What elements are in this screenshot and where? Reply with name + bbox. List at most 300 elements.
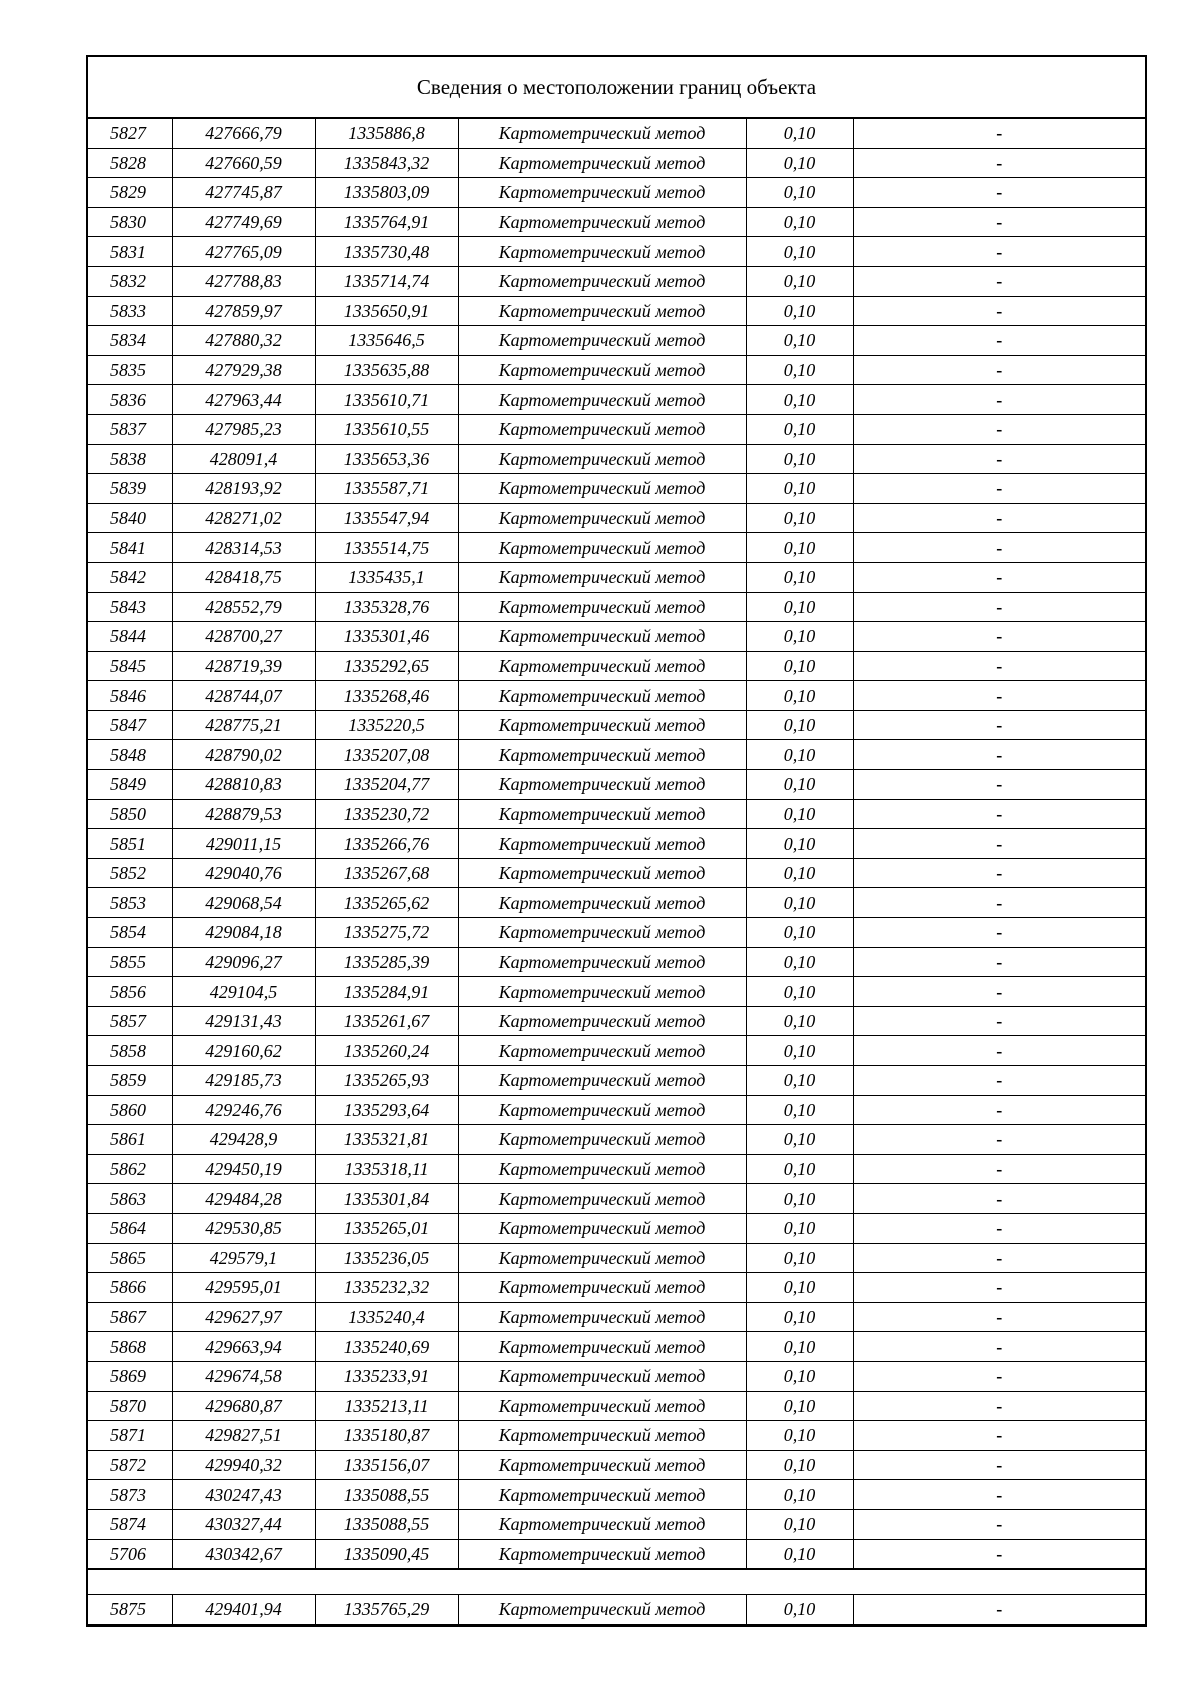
y-coordinate-cell: 1335088,55 [315,1509,458,1539]
additional-table-body [88,1595,1145,1624]
x-coordinate-cell: 429940,32 [172,1450,315,1480]
accuracy-cell: 0,10 [746,592,853,622]
y-coordinate-cell: 1335220,5 [315,710,458,740]
point-number-cell: 5871 [88,1421,172,1451]
method-cell: Картометрический метод [458,770,746,800]
description-cell: - [853,947,1145,977]
description-cell: - [853,1243,1145,1273]
description-cell: - [853,1509,1145,1539]
y-coordinate-cell: 1335318,11 [315,1154,458,1184]
method-cell: Картометрический метод [458,858,746,888]
description-cell: - [853,1361,1145,1391]
accuracy-cell: 0,10 [746,1243,853,1273]
accuracy-cell: 0,10 [746,1154,853,1184]
x-coordinate-cell: 429484,28 [172,1184,315,1214]
y-coordinate-cell: 1335843,32 [315,148,458,178]
y-coordinate-cell: 1335301,84 [315,1184,458,1214]
accuracy-cell: 0,10 [746,888,853,918]
accuracy-cell: 0,10 [746,799,853,829]
table-row [88,533,1145,563]
y-coordinate-cell: 1335301,46 [315,622,458,652]
y-coordinate-cell: 1335236,05 [315,1243,458,1273]
table-title: Сведения о местоположении границ объекта [88,57,1145,119]
x-coordinate-cell: 430342,67 [172,1539,315,1569]
description-cell: - [853,710,1145,740]
method-cell: Картометрический метод [458,829,746,859]
method-cell: Картометрический метод [458,710,746,740]
description-cell: - [853,1095,1145,1125]
description-cell: - [853,1006,1145,1036]
x-coordinate-cell: 429011,15 [172,829,315,859]
x-coordinate-cell: 429663,94 [172,1332,315,1362]
accuracy-cell: 0,10 [746,119,853,148]
point-number-cell: 5834 [88,326,172,356]
table-row [88,977,1145,1007]
point-number-cell: 5836 [88,385,172,415]
point-number-cell: 5847 [88,710,172,740]
description-cell: - [853,178,1145,208]
y-coordinate-cell: 1335292,65 [315,651,458,681]
description-cell: - [853,1480,1145,1510]
x-coordinate-cell: 428271,02 [172,503,315,533]
point-number-cell: 5865 [88,1243,172,1273]
accuracy-cell: 0,10 [746,326,853,356]
method-cell: Картометрический метод [458,119,746,148]
table-row [88,858,1145,888]
point-number-cell: 5861 [88,1125,172,1155]
method-cell: Картометрический метод [458,1450,746,1480]
y-coordinate-cell: 1335180,87 [315,1421,458,1451]
x-coordinate-cell: 429040,76 [172,858,315,888]
table-row [88,1095,1145,1125]
y-coordinate-cell: 1335730,48 [315,237,458,267]
method-cell: Картометрический метод [458,326,746,356]
method-cell: Картометрический метод [458,178,746,208]
point-number-cell: 5840 [88,503,172,533]
point-number-cell: 5849 [88,770,172,800]
description-cell: - [853,148,1145,178]
point-number-cell: 5858 [88,1036,172,1066]
point-number-cell: 5869 [88,1361,172,1391]
point-number-cell: 5828 [88,148,172,178]
table-row [88,829,1145,859]
accuracy-cell: 0,10 [746,1125,853,1155]
table-row [88,296,1145,326]
y-coordinate-cell: 1335266,76 [315,829,458,859]
y-coordinate-cell: 1335230,72 [315,799,458,829]
accuracy-cell: 0,10 [746,178,853,208]
description-cell: - [853,1125,1145,1155]
method-cell: Картометрический метод [458,799,746,829]
point-number-cell: 5867 [88,1302,172,1332]
table-row [88,1066,1145,1096]
description-cell: - [853,1450,1145,1480]
accuracy-cell: 0,10 [746,829,853,859]
point-number-cell: 5855 [88,947,172,977]
point-number-cell: 5706 [88,1539,172,1569]
accuracy-cell: 0,10 [746,947,853,977]
table-row [88,1361,1145,1391]
point-number-cell: 5857 [88,1006,172,1036]
x-coordinate-cell: 429246,76 [172,1095,315,1125]
table-row [88,178,1145,208]
point-number-cell: 5842 [88,562,172,592]
description-cell: - [853,1184,1145,1214]
y-coordinate-cell: 1335261,67 [315,1006,458,1036]
accuracy-cell: 0,10 [746,444,853,474]
description-cell: - [853,562,1145,592]
point-number-cell: 5848 [88,740,172,770]
x-coordinate-cell: 429428,9 [172,1125,315,1155]
point-number-cell: 5859 [88,1066,172,1096]
x-coordinate-cell: 428193,92 [172,474,315,504]
table-row [88,562,1145,592]
description-cell: - [853,1213,1145,1243]
y-coordinate-cell: 1335547,94 [315,503,458,533]
y-coordinate-cell: 1335275,72 [315,918,458,948]
method-cell: Картометрический метод [458,444,746,474]
x-coordinate-cell: 427765,09 [172,237,315,267]
accuracy-cell: 0,10 [746,533,853,563]
method-cell: Картометрический метод [458,1095,746,1125]
x-coordinate-cell: 429595,01 [172,1273,315,1303]
method-cell: Картометрический метод [458,237,746,267]
method-cell: Картометрический метод [458,1302,746,1332]
y-coordinate-cell: 1335265,93 [315,1066,458,1096]
y-coordinate-cell: 1335653,36 [315,444,458,474]
x-coordinate-cell: 428879,53 [172,799,315,829]
accuracy-cell: 0,10 [746,474,853,504]
table-row [88,474,1145,504]
accuracy-cell: 0,10 [746,1539,853,1569]
accuracy-cell: 0,10 [746,651,853,681]
accuracy-cell: 0,10 [746,1006,853,1036]
y-coordinate-cell: 1335765,29 [315,1595,458,1624]
x-coordinate-cell: 427788,83 [172,266,315,296]
x-coordinate-cell: 429068,54 [172,888,315,918]
method-cell: Картометрический метод [458,1361,746,1391]
point-number-cell: 5846 [88,681,172,711]
y-coordinate-cell: 1335886,8 [315,119,458,148]
table-row [88,444,1145,474]
table-row [88,1243,1145,1273]
accuracy-cell: 0,10 [746,977,853,1007]
x-coordinate-cell: 427929,38 [172,355,315,385]
method-cell: Картометрический метод [458,1243,746,1273]
y-coordinate-cell: 1335435,1 [315,562,458,592]
point-number-cell: 5860 [88,1095,172,1125]
x-coordinate-cell: 428314,53 [172,533,315,563]
x-coordinate-cell: 429185,73 [172,1066,315,1096]
point-number-cell: 5864 [88,1213,172,1243]
method-cell: Картометрический метод [458,1539,746,1569]
point-number-cell: 5853 [88,888,172,918]
point-number-cell: 5874 [88,1509,172,1539]
description-cell: - [853,1066,1145,1096]
method-cell: Картометрический метод [458,148,746,178]
x-coordinate-cell: 429401,94 [172,1595,315,1624]
accuracy-cell: 0,10 [746,1184,853,1214]
point-number-cell: 5852 [88,858,172,888]
table-row [88,1213,1145,1243]
description-cell: - [853,799,1145,829]
method-cell: Картометрический метод [458,503,746,533]
method-cell: Картометрический метод [458,947,746,977]
y-coordinate-cell: 1335285,39 [315,947,458,977]
y-coordinate-cell: 1335328,76 [315,592,458,622]
description-cell: - [853,1332,1145,1362]
point-number-cell: 5845 [88,651,172,681]
table-row [88,414,1145,444]
accuracy-cell: 0,10 [746,770,853,800]
method-cell: Картометрический метод [458,355,746,385]
y-coordinate-cell: 1335764,91 [315,207,458,237]
table-row [88,918,1145,948]
description-cell: - [853,1273,1145,1303]
y-coordinate-cell: 1335213,11 [315,1391,458,1421]
x-coordinate-cell: 429530,85 [172,1213,315,1243]
point-number-cell: 5850 [88,799,172,829]
method-cell: Картометрический метод [458,562,746,592]
description-cell: - [853,237,1145,267]
description-cell: - [853,918,1145,948]
table-row [88,1450,1145,1480]
description-cell: - [853,207,1145,237]
description-cell: - [853,977,1145,1007]
x-coordinate-cell: 428700,27 [172,622,315,652]
table-row [88,1421,1145,1451]
table-row [88,385,1145,415]
method-cell: Картометрический метод [458,622,746,652]
x-coordinate-cell: 428744,07 [172,681,315,711]
table-row [88,1036,1145,1066]
accuracy-cell: 0,10 [746,1421,853,1451]
table-row [88,681,1145,711]
description-cell: - [853,503,1145,533]
y-coordinate-cell: 1335587,71 [315,474,458,504]
x-coordinate-cell: 429627,97 [172,1302,315,1332]
table-row [88,1125,1145,1155]
x-coordinate-cell: 430327,44 [172,1509,315,1539]
point-number-cell: 5866 [88,1273,172,1303]
x-coordinate-cell: 427745,87 [172,178,315,208]
accuracy-cell: 0,10 [746,148,853,178]
method-cell: Картометрический метод [458,1595,746,1624]
point-number-cell: 5854 [88,918,172,948]
table-row [88,1391,1145,1421]
x-coordinate-cell: 428719,39 [172,651,315,681]
point-number-cell: 5873 [88,1480,172,1510]
accuracy-cell: 0,10 [746,858,853,888]
y-coordinate-cell: 1335635,88 [315,355,458,385]
method-cell: Картометрический метод [458,918,746,948]
method-cell: Картометрический метод [458,1154,746,1184]
table-row [88,1273,1145,1303]
table-row [88,119,1145,148]
method-cell: Картометрический метод [458,651,746,681]
accuracy-cell: 0,10 [746,1095,853,1125]
method-cell: Картометрический метод [458,1480,746,1510]
y-coordinate-cell: 1335321,81 [315,1125,458,1155]
y-coordinate-cell: 1335233,91 [315,1361,458,1391]
x-coordinate-cell: 427985,23 [172,414,315,444]
y-coordinate-cell: 1335240,69 [315,1332,458,1362]
boundary-table-sheet [86,55,1147,1627]
description-cell: - [853,444,1145,474]
method-cell: Картометрический метод [458,1332,746,1362]
y-coordinate-cell: 1335232,32 [315,1273,458,1303]
y-coordinate-cell: 1335293,64 [315,1095,458,1125]
method-cell: Картометрический метод [458,414,746,444]
point-number-cell: 5827 [88,119,172,148]
accuracy-cell: 0,10 [746,1509,853,1539]
table-row [88,266,1145,296]
y-coordinate-cell: 1335265,62 [315,888,458,918]
accuracy-cell: 0,10 [746,355,853,385]
description-cell: - [853,1421,1145,1451]
x-coordinate-cell: 429160,62 [172,1036,315,1066]
table-row [88,1509,1145,1539]
table-row [88,947,1145,977]
x-coordinate-cell: 429680,87 [172,1391,315,1421]
method-cell: Картометрический метод [458,592,746,622]
table-row [88,148,1145,178]
accuracy-cell: 0,10 [746,1332,853,1362]
accuracy-cell: 0,10 [746,1066,853,1096]
table-row [88,799,1145,829]
y-coordinate-cell: 1335156,07 [315,1450,458,1480]
y-coordinate-cell: 1335610,71 [315,385,458,415]
point-number-cell: 5832 [88,266,172,296]
accuracy-cell: 0,10 [746,1480,853,1510]
table-row [88,503,1145,533]
description-cell: - [853,326,1145,356]
method-cell: Картометрический метод [458,1391,746,1421]
table-row [88,740,1145,770]
x-coordinate-cell: 429104,5 [172,977,315,1007]
point-number-cell: 5838 [88,444,172,474]
table-row [88,651,1145,681]
description-cell: - [853,1302,1145,1332]
y-coordinate-cell: 1335268,46 [315,681,458,711]
method-cell: Картометрический метод [458,740,746,770]
accuracy-cell: 0,10 [746,562,853,592]
method-cell: Картометрический метод [458,1006,746,1036]
point-number-cell: 5851 [88,829,172,859]
description-cell: - [853,858,1145,888]
y-coordinate-cell: 1335650,91 [315,296,458,326]
table-row [88,326,1145,356]
point-number-cell: 5837 [88,414,172,444]
x-coordinate-cell: 429084,18 [172,918,315,948]
description-cell: - [853,829,1145,859]
y-coordinate-cell: 1335284,91 [315,977,458,1007]
description-cell: - [853,474,1145,504]
point-number-cell: 5841 [88,533,172,563]
x-coordinate-cell: 429827,51 [172,1421,315,1451]
accuracy-cell: 0,10 [746,414,853,444]
y-coordinate-cell: 1335088,55 [315,1480,458,1510]
method-cell: Картометрический метод [458,1213,746,1243]
table-row [88,1595,1145,1624]
table-row [88,622,1145,652]
point-number-cell: 5870 [88,1391,172,1421]
y-coordinate-cell: 1335260,24 [315,1036,458,1066]
method-cell: Картометрический метод [458,977,746,1007]
table-row [88,592,1145,622]
point-number-cell: 5833 [88,296,172,326]
x-coordinate-cell: 428775,21 [172,710,315,740]
description-cell: - [853,266,1145,296]
table-row [88,1539,1145,1569]
method-cell: Картометрический метод [458,296,746,326]
accuracy-cell: 0,10 [746,1302,853,1332]
description-cell: - [853,533,1145,563]
accuracy-cell: 0,10 [746,710,853,740]
x-coordinate-cell: 428418,75 [172,562,315,592]
method-cell: Картометрический метод [458,1273,746,1303]
description-cell: - [853,592,1145,622]
coordinates-table-body [88,119,1145,1569]
description-cell: - [853,770,1145,800]
accuracy-cell: 0,10 [746,1450,853,1480]
method-cell: Картометрический метод [458,1509,746,1539]
table-row [88,1154,1145,1184]
point-number-cell: 5875 [88,1595,172,1624]
point-number-cell: 5856 [88,977,172,1007]
accuracy-cell: 0,10 [746,681,853,711]
table-row [88,1332,1145,1362]
point-number-cell: 5863 [88,1184,172,1214]
point-number-cell: 5844 [88,622,172,652]
method-cell: Картометрический метод [458,1421,746,1451]
method-cell: Картометрический метод [458,1184,746,1214]
method-cell: Картометрический метод [458,681,746,711]
table-row [88,207,1145,237]
table-row [88,1302,1145,1332]
y-coordinate-cell: 1335207,08 [315,740,458,770]
point-number-cell: 5831 [88,237,172,267]
table-row [88,1480,1145,1510]
x-coordinate-cell: 428091,4 [172,444,315,474]
table-row [88,1184,1145,1214]
table-gap-row [88,1569,1145,1595]
method-cell: Картометрический метод [458,207,746,237]
x-coordinate-cell: 428552,79 [172,592,315,622]
description-cell: - [853,1391,1145,1421]
coordinates-table [88,119,1145,1569]
accuracy-cell: 0,10 [746,266,853,296]
x-coordinate-cell: 427880,32 [172,326,315,356]
point-number-cell: 5872 [88,1450,172,1480]
description-cell: - [853,1036,1145,1066]
table-row [88,710,1145,740]
description-cell: - [853,740,1145,770]
x-coordinate-cell: 427666,79 [172,119,315,148]
y-coordinate-cell: 1335267,68 [315,858,458,888]
accuracy-cell: 0,10 [746,622,853,652]
y-coordinate-cell: 1335646,5 [315,326,458,356]
method-cell: Картометрический метод [458,533,746,563]
x-coordinate-cell: 427749,69 [172,207,315,237]
description-cell: - [853,651,1145,681]
accuracy-cell: 0,10 [746,237,853,267]
method-cell: Картометрический метод [458,1125,746,1155]
point-number-cell: 5835 [88,355,172,385]
y-coordinate-cell: 1335265,01 [315,1213,458,1243]
y-coordinate-cell: 1335240,4 [315,1302,458,1332]
method-cell: Картометрический метод [458,888,746,918]
